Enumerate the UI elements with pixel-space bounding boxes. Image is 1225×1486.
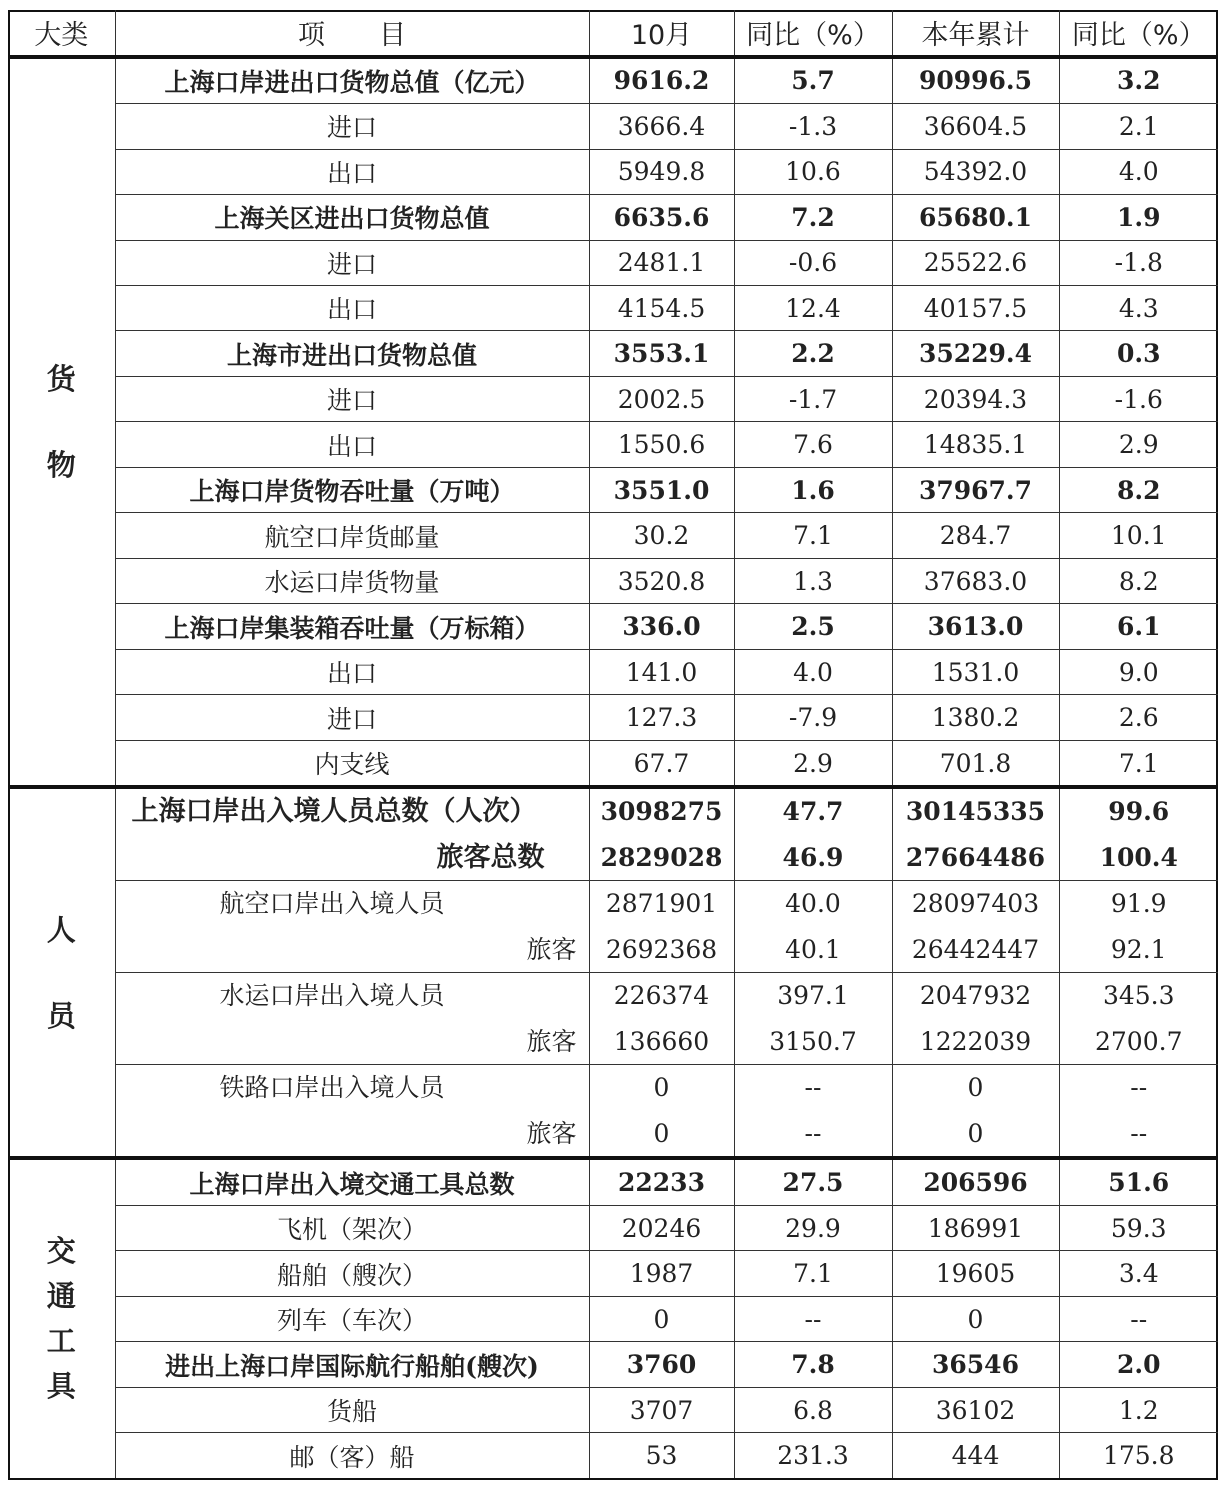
table-row <box>8 467 1218 512</box>
row-label: 上海口岸货物吞吐量（万吨） <box>115 467 589 512</box>
row-label: 进口 <box>115 104 589 149</box>
ytd-value: 37683.0 <box>892 558 1059 603</box>
table-row <box>8 649 1218 694</box>
month-value: 6635.6 <box>589 195 734 240</box>
ytd-value: 186991 <box>892 1205 1059 1250</box>
value-stack <box>590 973 734 1064</box>
month-value: 127.3 <box>589 695 734 740</box>
category-people <box>8 787 115 1158</box>
month-value: 141.0 <box>589 649 734 694</box>
ytd-value: 36546 <box>892 1342 1059 1387</box>
sub-month-value: 136660 <box>613 1026 710 1056</box>
sub-ytd-yoy-value: 2700.7 <box>1095 1026 1183 1056</box>
ytd-value: 65680.1 <box>892 195 1059 240</box>
ytd-value-cell <box>892 1065 1059 1159</box>
value-stack <box>1060 881 1219 972</box>
month-yoy-value: -- <box>804 1073 822 1103</box>
row-label: 上海口岸进出口货物总值（亿元） <box>115 57 589 104</box>
category-char: 货 <box>46 361 76 396</box>
month-value: 3707 <box>589 1387 734 1432</box>
sub-month-value: 2829028 <box>600 842 723 872</box>
sub-ytd-value: 1222039 <box>919 1026 1032 1056</box>
month-value: 20246 <box>589 1205 734 1250</box>
sub-month-yoy-value: 3150.7 <box>769 1026 857 1056</box>
row-label: 上海关区进出口货物总值 <box>115 195 589 240</box>
ytd-yoy-value: 4.3 <box>1059 285 1218 330</box>
month-yoy-value: -1.7 <box>734 376 892 421</box>
ytd-value: 37967.7 <box>892 467 1059 512</box>
month-yoy-value: 231.3 <box>734 1433 892 1478</box>
month-yoy-value: -0.6 <box>734 240 892 285</box>
header-month-yoy: 同比（%） <box>734 10 892 57</box>
row-label: 上海口岸集装箱吞吐量（万标箱） <box>115 604 589 649</box>
month-yoy-value-cell <box>734 1065 892 1159</box>
sub-ytd-yoy-value: -- <box>1130 1118 1148 1148</box>
row-label: 飞机（架次） <box>115 1205 589 1250</box>
month-value: 53 <box>589 1433 734 1478</box>
header-item: 项 目 <box>115 10 589 57</box>
people-label-cell <box>115 973 589 1065</box>
month-yoy-value: 7.6 <box>734 422 892 467</box>
month-value: 3520.8 <box>589 558 734 603</box>
ytd-yoy-value: 3.2 <box>1059 57 1218 104</box>
value-stack <box>893 1065 1059 1156</box>
ytd-value: 0 <box>967 1073 984 1103</box>
month-value: 30.2 <box>589 513 734 558</box>
header-row <box>8 10 1218 57</box>
sub-ytd-value: 0 <box>967 1118 984 1148</box>
month-yoy-value: 4.0 <box>734 649 892 694</box>
ytd-value: 2047932 <box>919 981 1032 1011</box>
ytd-yoy-value: 345.3 <box>1102 981 1175 1011</box>
people-label-cell <box>115 787 589 881</box>
ytd-value: 444 <box>892 1433 1059 1478</box>
value-stack <box>893 973 1059 1064</box>
ytd-yoy-value-cell <box>1059 1065 1218 1159</box>
month-value: 226374 <box>613 981 710 1011</box>
ytd-yoy-value: 6.1 <box>1059 604 1218 649</box>
ytd-yoy-value-cell <box>1059 787 1218 881</box>
category-char: 交 <box>46 1234 76 1269</box>
people-label-cell <box>115 881 589 973</box>
ytd-value: 1531.0 <box>892 649 1059 694</box>
people-main-label: 上海口岸出入境人员总数（人次） <box>131 796 537 828</box>
ytd-yoy-value: 7.1 <box>1059 740 1218 787</box>
row-label: 出口 <box>115 285 589 330</box>
month-yoy-value: -1.3 <box>734 104 892 149</box>
month-value: 9616.2 <box>589 57 734 104</box>
people-group-row <box>8 787 1218 881</box>
ytd-value: 36604.5 <box>892 104 1059 149</box>
table-row <box>8 57 1218 104</box>
ytd-value: 25522.6 <box>892 240 1059 285</box>
sub-month-value: 0 <box>653 1118 670 1148</box>
month-value: 3553.1 <box>589 331 734 376</box>
value-stack <box>1060 1065 1219 1156</box>
month-yoy-value: 397.1 <box>777 981 849 1011</box>
value-stack <box>735 789 892 880</box>
table-row <box>8 513 1218 558</box>
ytd-yoy-value: 1.2 <box>1059 1387 1218 1432</box>
people-sub-label: 旅客总数 <box>436 841 545 873</box>
header-ytd-yoy: 同比（%） <box>1059 10 1218 57</box>
people-main-label: 水运口岸出入境人员 <box>219 981 445 1011</box>
row-label: 邮（客）船 <box>115 1433 589 1478</box>
table-row <box>8 1296 1218 1341</box>
sub-ytd-value: 26442447 <box>911 934 1040 964</box>
month-yoy-value: -7.9 <box>734 695 892 740</box>
row-label: 出口 <box>115 649 589 694</box>
month-value-cell <box>589 881 734 973</box>
ytd-yoy-value: -- <box>1059 1296 1218 1341</box>
header-category: 大类 <box>8 10 115 57</box>
value-stack <box>1060 973 1219 1064</box>
ytd-yoy-value: 2.1 <box>1059 104 1218 149</box>
month-yoy-value-cell <box>734 787 892 881</box>
ytd-yoy-value: 1.9 <box>1059 195 1218 240</box>
month-value: 4154.5 <box>589 285 734 330</box>
sub-ytd-yoy-value: 100.4 <box>1099 842 1178 872</box>
statistics-table <box>8 10 1218 1478</box>
month-yoy-value: 27.5 <box>734 1158 892 1205</box>
category-char: 人 <box>46 912 76 947</box>
ytd-value-cell <box>892 787 1059 881</box>
ytd-yoy-value: -1.6 <box>1059 376 1218 421</box>
month-value: 1550.6 <box>589 422 734 467</box>
ytd-yoy-value: 91.9 <box>1110 889 1167 919</box>
month-yoy-value: 40.0 <box>785 889 841 919</box>
month-yoy-value-cell <box>734 881 892 973</box>
month-yoy-value: 6.8 <box>734 1387 892 1432</box>
people-group-row <box>8 881 1218 973</box>
table-row <box>8 422 1218 467</box>
ytd-yoy-value: -- <box>1130 1073 1148 1103</box>
month-yoy-value: 2.2 <box>734 331 892 376</box>
row-label: 内支线 <box>115 740 589 787</box>
table-row <box>8 240 1218 285</box>
value-stack <box>590 789 734 880</box>
month-value-cell <box>589 1065 734 1159</box>
sub-ytd-value: 27664486 <box>905 842 1046 872</box>
ytd-value: 1380.2 <box>892 695 1059 740</box>
sub-month-yoy-value: -- <box>804 1118 822 1148</box>
table-row <box>8 149 1218 194</box>
category-char: 具 <box>46 1369 76 1404</box>
ytd-value-cell <box>892 973 1059 1065</box>
month-value: 3760 <box>589 1342 734 1387</box>
sub-month-yoy-value: 46.9 <box>782 842 844 872</box>
value-stack <box>590 881 734 972</box>
category-char: 物 <box>46 447 76 482</box>
header-ytd: 本年累计 <box>892 10 1059 57</box>
row-label: 出口 <box>115 149 589 194</box>
ytd-value: 36102 <box>892 1387 1059 1432</box>
ytd-value: 701.8 <box>892 740 1059 787</box>
ytd-yoy-value: 0.3 <box>1059 331 1218 376</box>
month-yoy-value: 47.7 <box>782 797 844 827</box>
month-value: 22233 <box>589 1158 734 1205</box>
month-value: 0 <box>589 1296 734 1341</box>
category-transport <box>8 1158 115 1478</box>
month-yoy-value: 7.1 <box>734 1251 892 1296</box>
table-row <box>8 195 1218 240</box>
ytd-yoy-value: 8.2 <box>1059 467 1218 512</box>
row-label: 船舶（艘次） <box>115 1251 589 1296</box>
month-value: 2871901 <box>605 889 718 919</box>
sub-month-value: 2692368 <box>605 934 718 964</box>
month-value: 2002.5 <box>589 376 734 421</box>
month-yoy-value: 5.7 <box>734 57 892 104</box>
people-label-cell <box>115 1065 589 1159</box>
month-yoy-value: 1.3 <box>734 558 892 603</box>
row-label: 货船 <box>115 1387 589 1432</box>
people-group-row <box>8 1065 1218 1159</box>
table-row <box>8 695 1218 740</box>
ytd-yoy-value: 2.9 <box>1059 422 1218 467</box>
month-value: 1987 <box>589 1251 734 1296</box>
month-yoy-value: 7.8 <box>734 1342 892 1387</box>
table-row <box>8 558 1218 603</box>
month-yoy-value: 12.4 <box>734 285 892 330</box>
row-label: 出口 <box>115 422 589 467</box>
value-stack <box>590 1065 734 1156</box>
ytd-value: 0 <box>892 1296 1059 1341</box>
month-yoy-value: 1.6 <box>734 467 892 512</box>
month-value-cell <box>589 973 734 1065</box>
ytd-yoy-value: -1.8 <box>1059 240 1218 285</box>
row-label: 上海口岸出入境交通工具总数 <box>115 1158 589 1205</box>
people-label-stack <box>116 789 589 880</box>
table-row <box>8 1205 1218 1250</box>
ytd-value: 20394.3 <box>892 376 1059 421</box>
ytd-value: 206596 <box>892 1158 1059 1205</box>
people-label-stack <box>116 881 589 972</box>
category-cargo <box>8 57 115 788</box>
ytd-value-cell <box>892 881 1059 973</box>
ytd-yoy-value: 9.0 <box>1059 649 1218 694</box>
value-stack <box>893 881 1059 972</box>
table-row <box>8 104 1218 149</box>
month-yoy-value-cell <box>734 973 892 1065</box>
row-label: 进口 <box>115 240 589 285</box>
ytd-yoy-value: 59.3 <box>1059 1205 1218 1250</box>
category-char: 通 <box>46 1279 76 1314</box>
month-value: 336.0 <box>589 604 734 649</box>
row-label: 水运口岸货物量 <box>115 558 589 603</box>
ytd-yoy-value: 99.6 <box>1108 797 1170 827</box>
ytd-value: 19605 <box>892 1251 1059 1296</box>
ytd-value: 35229.4 <box>892 331 1059 376</box>
people-main-label: 航空口岸出入境人员 <box>219 889 445 919</box>
value-stack <box>735 973 892 1064</box>
ytd-value: 14835.1 <box>892 422 1059 467</box>
ytd-yoy-value: 3.4 <box>1059 1251 1218 1296</box>
table-row <box>8 376 1218 421</box>
row-label: 进口 <box>115 695 589 740</box>
ytd-yoy-value: 8.2 <box>1059 558 1218 603</box>
sub-month-yoy-value: 40.1 <box>785 934 841 964</box>
ytd-yoy-value-cell <box>1059 881 1218 973</box>
ytd-yoy-value: 51.6 <box>1059 1158 1218 1205</box>
category-char: 工 <box>46 1324 76 1359</box>
ytd-yoy-value: 2.6 <box>1059 695 1218 740</box>
month-value: 3551.0 <box>589 467 734 512</box>
month-yoy-value: 7.2 <box>734 195 892 240</box>
people-main-label: 铁路口岸出入境人员 <box>219 1073 445 1103</box>
month-yoy-value: 7.1 <box>734 513 892 558</box>
ytd-value: 28097403 <box>911 889 1040 919</box>
row-label: 进出上海口岸国际航行船舶(艘次) <box>115 1342 589 1387</box>
value-stack <box>893 789 1059 880</box>
month-value: 0 <box>653 1073 670 1103</box>
ytd-value: 40157.5 <box>892 285 1059 330</box>
category-char: 员 <box>46 998 76 1033</box>
month-yoy-value: 10.6 <box>734 149 892 194</box>
ytd-yoy-value: 10.1 <box>1059 513 1218 558</box>
table-row <box>8 740 1218 787</box>
people-label-stack <box>116 973 589 1064</box>
people-group-row <box>8 973 1218 1065</box>
row-label: 进口 <box>115 376 589 421</box>
ytd-value: 30145335 <box>905 797 1046 827</box>
ytd-yoy-value: 175.8 <box>1102 1441 1175 1471</box>
people-sub-label: 旅客 <box>526 1118 577 1148</box>
month-value: 2481.1 <box>589 240 734 285</box>
value-stack <box>1060 789 1219 880</box>
table-row <box>8 1158 1218 1205</box>
row-label: 列车（车次） <box>115 1296 589 1341</box>
table-row <box>8 331 1218 376</box>
month-value: 67.7 <box>589 740 734 787</box>
value-stack <box>735 881 892 972</box>
row-label: 上海市进出口货物总值 <box>115 331 589 376</box>
table-row <box>8 1387 1218 1432</box>
month-value: 3666.4 <box>589 104 734 149</box>
ytd-yoy-value-cell <box>1059 973 1218 1065</box>
table-row <box>8 1251 1218 1296</box>
table-row <box>8 604 1218 649</box>
row-label: 航空口岸货邮量 <box>115 513 589 558</box>
ytd-yoy-value: 4.0 <box>1059 149 1218 194</box>
table-row <box>8 1433 1218 1478</box>
month-yoy-value: 2.5 <box>734 604 892 649</box>
table-row <box>8 285 1218 330</box>
header-month: 10月 <box>589 10 734 57</box>
ytd-value: 3613.0 <box>892 604 1059 649</box>
month-value-cell <box>589 787 734 881</box>
ytd-yoy-value: 2.0 <box>1059 1342 1218 1387</box>
sub-ytd-yoy-value: 92.1 <box>1110 934 1167 964</box>
month-yoy-value: 29.9 <box>734 1205 892 1250</box>
value-stack <box>735 1065 892 1156</box>
table-row <box>8 1342 1218 1387</box>
people-label-stack <box>116 1065 589 1156</box>
people-sub-label: 旅客 <box>526 1026 577 1056</box>
ytd-value: 54392.0 <box>892 149 1059 194</box>
ytd-value: 284.7 <box>892 513 1059 558</box>
ytd-value: 90996.5 <box>892 57 1059 104</box>
month-value: 3098275 <box>600 797 723 827</box>
month-yoy-value: 2.9 <box>734 740 892 787</box>
people-sub-label: 旅客 <box>526 934 577 964</box>
month-value: 5949.8 <box>589 149 734 194</box>
month-yoy-value: -- <box>734 1296 892 1341</box>
